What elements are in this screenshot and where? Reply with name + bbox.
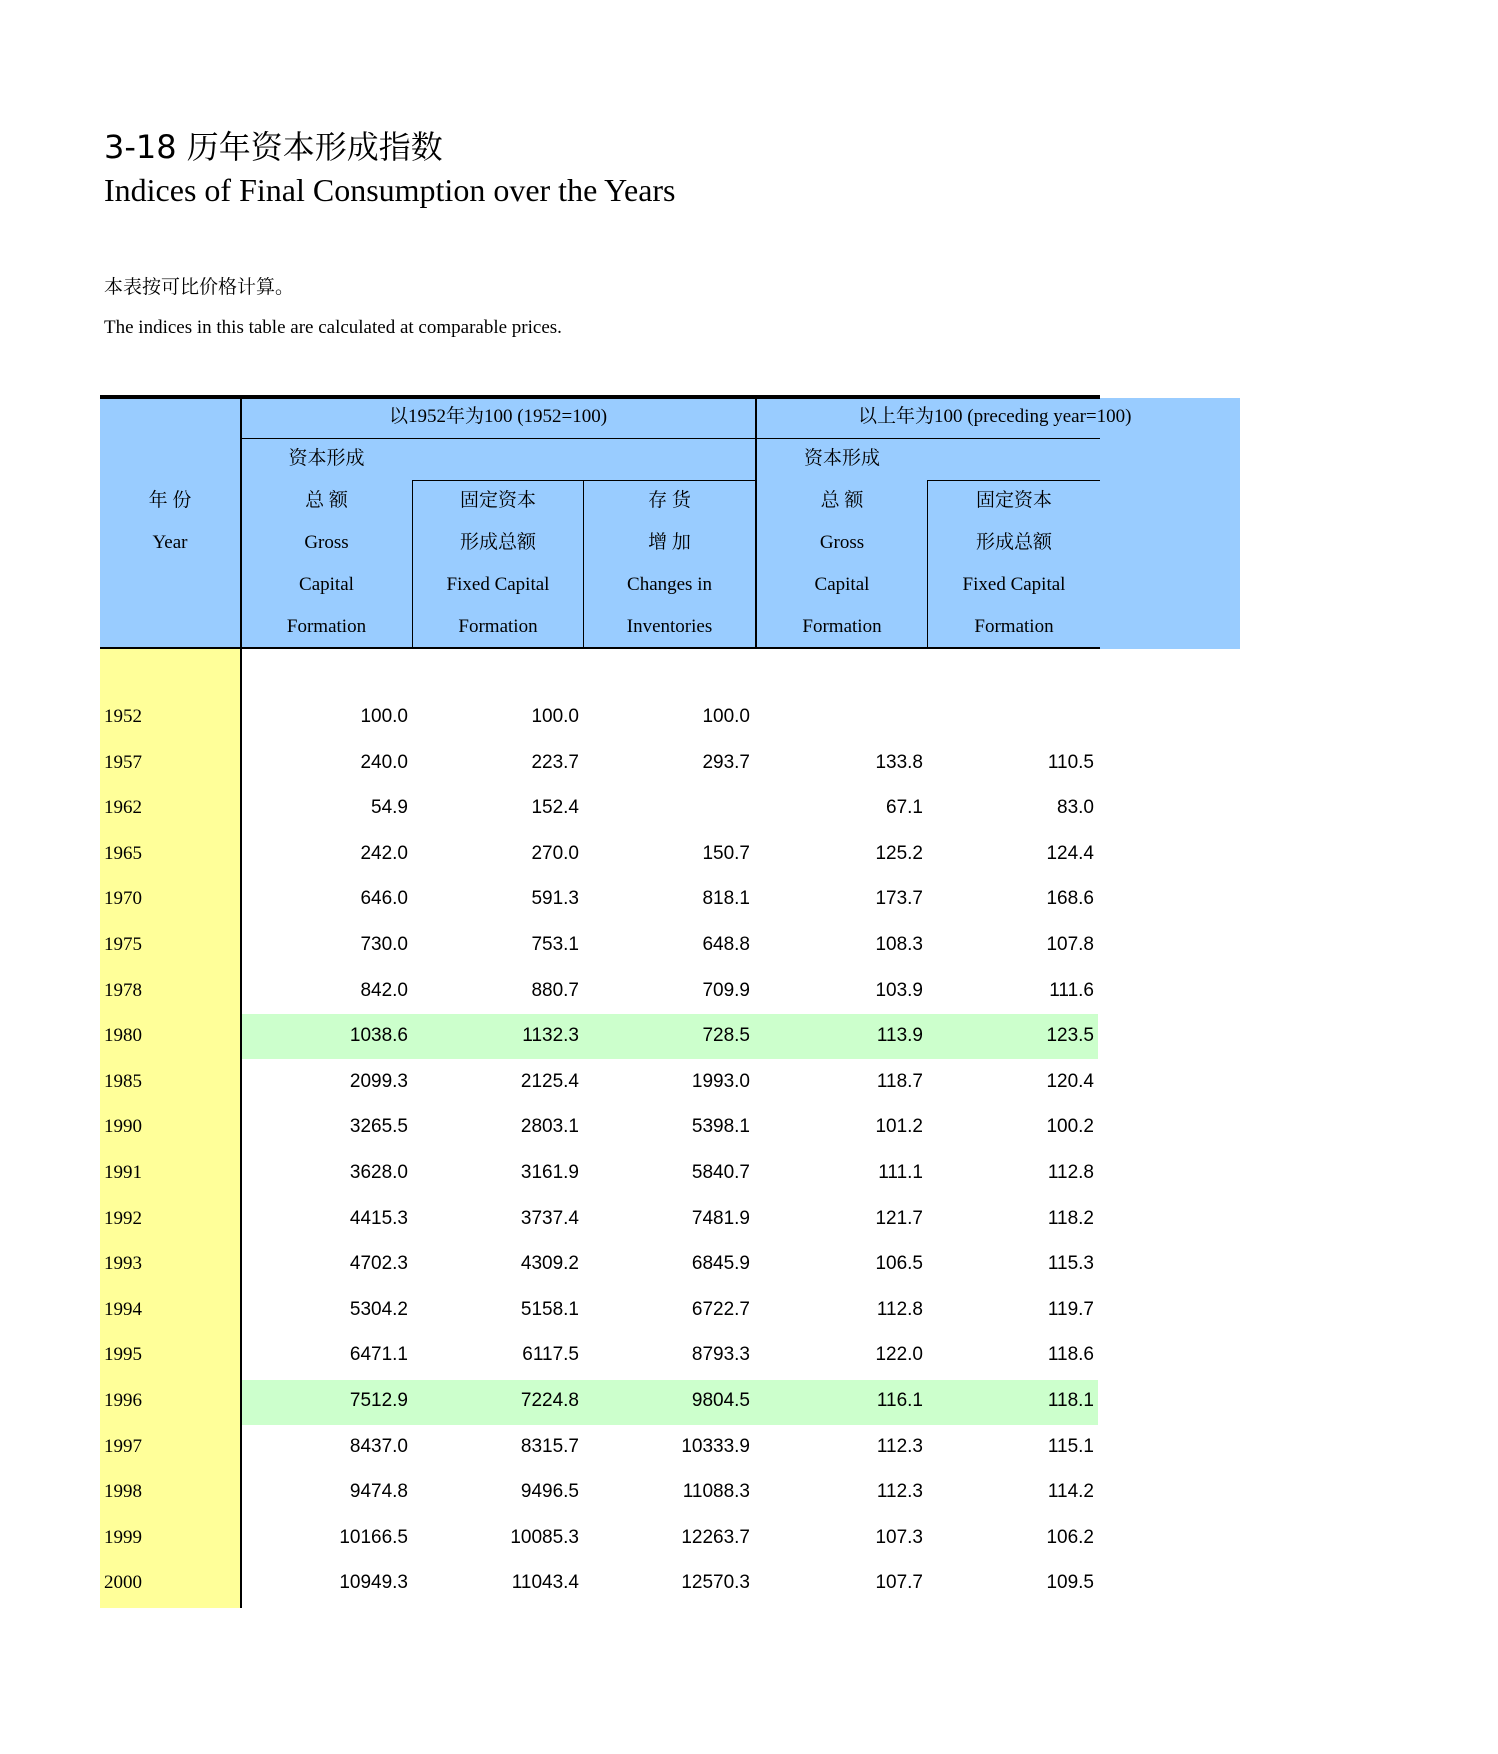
col3-hdr-b: 增 加 (648, 532, 691, 553)
value-cell-f1: 9496.5 (520, 1481, 579, 1502)
value-cell-g2: 112.8 (876, 1299, 923, 1320)
col1-hdr-d: Capital (299, 574, 354, 595)
group-header-1952: 以1952年为100 (1952=100) (388, 406, 608, 427)
col1-hdr-c: Gross (304, 532, 349, 553)
value-cell-f2: 112.8 (1047, 1162, 1094, 1183)
value-cell-f1: 1132.3 (522, 1025, 579, 1046)
value-cell-g1: 5304.2 (349, 1299, 408, 1320)
value-cell-g1: 3628.0 (349, 1162, 408, 1183)
note-cn: 本表按可比价格计算。 (104, 277, 295, 298)
value-cell-f2: 100.2 (1046, 1116, 1094, 1137)
value-cell-f1: 270.0 (531, 843, 579, 864)
year-cell: 1970 (104, 888, 142, 909)
page-title-cn: 3-18 历年资本形成指数 (104, 128, 443, 166)
col4-hdr-d: Capital (814, 574, 870, 595)
value-cell-g1: 4702.3 (349, 1253, 408, 1274)
value-cell-g1: 54.9 (371, 797, 408, 818)
value-cell-g1: 8437.0 (349, 1436, 408, 1457)
value-cell-f2: 107.8 (1046, 934, 1094, 955)
value-cell-i1: 5840.7 (691, 1162, 750, 1183)
value-cell-g1: 7512.9 (349, 1390, 408, 1411)
value-cell-g2: 118.7 (876, 1071, 923, 1092)
year-cell: 1978 (104, 980, 142, 1001)
value-cell-g2: 107.7 (875, 1572, 923, 1593)
col4-hdr-b: 总 额 (820, 490, 864, 511)
value-cell-f1: 5158.1 (520, 1299, 579, 1320)
year-cell: 1994 (104, 1299, 142, 1320)
value-cell-g1: 240.0 (360, 752, 408, 773)
value-cell-f2: 115.3 (1047, 1253, 1094, 1274)
year-cell: 1999 (104, 1527, 142, 1548)
value-cell-g2: 112.3 (876, 1436, 923, 1457)
col2-hdr-b: 形成总额 (459, 532, 536, 553)
value-cell-f2: 118.2 (1047, 1208, 1094, 1229)
group-header-preceding: 以上年为100 (preceding year=100) (858, 406, 1132, 427)
col1-hdr-a: 资本形成 (288, 448, 365, 469)
value-cell-i1: 12570.3 (681, 1572, 750, 1593)
col5-hdr-c: Fixed Capital (962, 574, 1066, 595)
value-cell-g1: 100.0 (360, 706, 408, 727)
value-cell-g2: 67.1 (886, 797, 923, 818)
value-cell-g2: 107.3 (875, 1527, 923, 1548)
year-cell: 1993 (104, 1253, 142, 1274)
value-cell-f2: 111.6 (1049, 980, 1094, 1001)
value-cell-g1: 242.0 (360, 843, 408, 864)
value-cell-f2: 168.6 (1046, 888, 1094, 909)
value-cell-i1: 6722.7 (691, 1299, 750, 1320)
page-title-en: Indices of Final Consumption over the Years (104, 172, 676, 208)
col3-hdr-a: 存 货 (648, 490, 691, 511)
value-cell-f2: 124.4 (1046, 843, 1094, 864)
col4-hdr-c: Gross (819, 532, 865, 553)
value-cell-g2: 108.3 (875, 934, 923, 955)
col2-hdr-c: Fixed Capital (446, 574, 550, 595)
value-cell-f1: 2125.4 (520, 1071, 579, 1092)
value-cell-g1: 730.0 (360, 934, 408, 955)
col5-hdr-d: Formation (974, 616, 1054, 637)
value-cell-g2: 101.2 (875, 1116, 923, 1137)
col2-hdr-d: Formation (458, 616, 538, 637)
value-cell-i1: 648.8 (702, 934, 750, 955)
value-cell-f1: 11043.4 (511, 1572, 579, 1593)
value-cell-g2: 125.2 (875, 843, 923, 864)
value-cell-g1: 1038.6 (349, 1025, 408, 1046)
note-en: The indices in this table are calculated at comparable prices. (104, 317, 562, 338)
value-cell-g1: 10166.5 (339, 1527, 408, 1548)
value-cell-f1: 591.3 (531, 888, 579, 909)
value-cell-f2 (934, 694, 1094, 739)
value-cell-g2: 122.0 (875, 1344, 923, 1365)
value-cell-f1: 753.1 (531, 934, 579, 955)
value-cell-f2: 115.1 (1047, 1436, 1094, 1457)
value-cell-f1: 223.7 (531, 752, 579, 773)
value-cell-f2: 110.5 (1047, 752, 1094, 773)
value-cell-g1: 10949.3 (339, 1572, 408, 1593)
year-cell: 1980 (104, 1025, 142, 1046)
year-cell: 1992 (104, 1208, 142, 1229)
value-cell-i1: 818.1 (702, 888, 750, 909)
value-cell-f2: 118.6 (1047, 1344, 1094, 1365)
col3-hdr-c: Changes in (627, 574, 712, 595)
value-cell-f2: 119.7 (1047, 1299, 1094, 1320)
year-cell: 1995 (104, 1344, 142, 1365)
value-cell-i1: 709.9 (702, 980, 750, 1001)
year-cell: 1975 (104, 934, 142, 955)
year-header-cn: 年 份 (148, 490, 192, 511)
year-cell: 1998 (104, 1481, 142, 1502)
value-cell-f1: 4309.2 (520, 1253, 579, 1274)
value-cell-i1: 728.5 (702, 1025, 750, 1046)
value-cell-i1: 7481.9 (691, 1208, 750, 1229)
col4-hdr-a: 资本形成 (803, 448, 880, 469)
year-header-en: Year (152, 532, 188, 553)
col5-hdr-a: 固定资本 (975, 490, 1052, 511)
value-cell-f2: 114.2 (1047, 1481, 1094, 1502)
value-cell-f1: 3737.4 (520, 1208, 579, 1229)
value-cell-g2: 103.9 (875, 980, 923, 1001)
year-cell: 1985 (104, 1071, 142, 1092)
col1-hdr-e: Formation (286, 616, 367, 637)
value-cell-g1: 3265.5 (349, 1116, 408, 1137)
year-cell: 1952 (104, 706, 142, 727)
value-cell-f1: 2803.1 (520, 1116, 579, 1137)
value-cell-f1: 100.0 (531, 706, 579, 727)
year-cell: 1957 (104, 752, 142, 773)
col3-hdr-d: Inventories (626, 616, 713, 637)
value-cell-f2: 120.4 (1046, 1071, 1094, 1092)
value-cell-g2: 106.5 (875, 1253, 923, 1274)
value-cell-g1: 2099.3 (349, 1071, 408, 1092)
value-cell-f1: 6117.5 (522, 1344, 579, 1365)
value-cell-f2: 106.2 (1046, 1527, 1094, 1548)
value-cell-i1: 5398.1 (691, 1116, 750, 1137)
value-cell-i1: 8793.3 (691, 1344, 750, 1365)
value-cell-f2: 118.1 (1047, 1390, 1094, 1411)
year-cell: 1997 (104, 1436, 142, 1457)
year-cell: 2000 (104, 1572, 142, 1593)
col5-hdr-b: 形成总额 (975, 532, 1052, 553)
value-cell-f1: 3161.9 (520, 1162, 579, 1183)
value-cell-g1: 6471.1 (349, 1344, 408, 1365)
value-cell-f2: 83.0 (1057, 797, 1094, 818)
value-cell-g2: 111.1 (878, 1162, 923, 1183)
year-cell: 1962 (104, 797, 142, 818)
value-cell-g2: 113.9 (876, 1025, 923, 1046)
value-cell-i1: 11088.3 (682, 1481, 750, 1502)
value-cell-g1: 646.0 (360, 888, 408, 909)
value-cell-g2: 116.1 (876, 1390, 923, 1411)
value-cell-i1: 293.7 (702, 752, 750, 773)
year-cell: 1965 (104, 843, 142, 864)
value-cell-i1: 100.0 (702, 706, 750, 727)
value-cell-f1: 152.4 (531, 797, 579, 818)
col2-hdr-a: 固定资本 (459, 490, 536, 511)
value-cell-i1: 9804.5 (691, 1390, 750, 1411)
value-cell-g1: 4415.3 (349, 1208, 408, 1229)
value-cell-i1: 12263.7 (681, 1527, 750, 1548)
value-cell-g2: 133.8 (875, 752, 923, 773)
value-cell-i1: 10333.9 (681, 1436, 750, 1457)
value-cell-i1: 1993.0 (691, 1071, 750, 1092)
value-cell-i1: 6845.9 (691, 1253, 750, 1274)
value-cell-g1: 842.0 (360, 980, 408, 1001)
value-cell-i1: 150.7 (702, 843, 750, 864)
year-cell: 1990 (104, 1116, 142, 1137)
value-cell-f2: 123.5 (1046, 1025, 1094, 1046)
value-cell-g2: 173.7 (875, 888, 923, 909)
value-cell-g2: 112.3 (876, 1481, 923, 1502)
value-cell-f1: 880.7 (531, 980, 579, 1001)
value-cell-f1: 10085.3 (510, 1527, 579, 1548)
value-cell-g2: 121.7 (875, 1208, 923, 1229)
value-cell-i1 (590, 785, 750, 830)
col1-hdr-b: 总 额 (305, 490, 348, 511)
value-cell-g1: 9474.8 (349, 1481, 408, 1502)
value-cell-g2 (763, 694, 923, 739)
year-cell: 1996 (104, 1390, 142, 1411)
value-cell-f1: 7224.8 (520, 1390, 579, 1411)
col4-hdr-e: Formation (802, 616, 882, 637)
value-cell-f1: 8315.7 (520, 1436, 579, 1457)
year-cell: 1991 (104, 1162, 142, 1183)
value-cell-f2: 109.5 (1046, 1572, 1094, 1593)
